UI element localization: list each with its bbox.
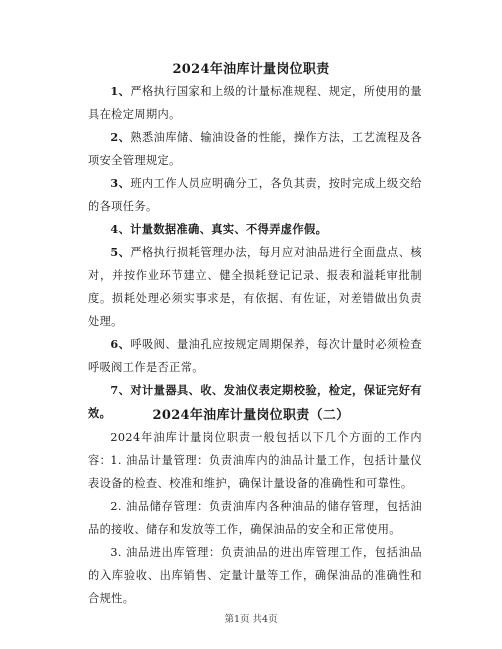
list-item: [88, 126, 422, 172]
list-item: [88, 333, 422, 379]
item-number: 3、: [110, 176, 131, 190]
list-item: [88, 241, 422, 333]
item-text: 计量数据准确、真实、不得弄虚作假。: [130, 222, 328, 236]
item-text: 呼吸阀、量油孔应按规定周期保养，每次计量时必须检查呼吸阀工作是否正常。: [88, 338, 422, 374]
item-number: 6、: [110, 337, 131, 351]
list-item: [88, 218, 422, 241]
list-item: [88, 172, 422, 218]
page-footer: 第1页 共4页: [224, 614, 278, 625]
item-text: 熟悉油库储、输油设备的性能，操作方法，工艺流程及各项安全管理规定。: [88, 131, 422, 167]
item-text: 严格执行国家和上级的计量标准规程、规定，所使用的量具在检定周期内。: [88, 85, 422, 121]
item-number: 4、: [110, 222, 131, 236]
intro-paragraph: 2024年油库计量岗位职责一般包括以下几个方面的工作内容：: [88, 431, 422, 467]
list-item: 3. 油品进出库管理：负责油品的进出库管理工作，包括油品的入库验收、出库销售、定量计量等工作，确保油品的准确性和合规性。: [88, 546, 422, 605]
item-number: 2、: [110, 130, 131, 144]
item-number: 5、: [110, 245, 131, 259]
item-text: 严格执行损耗管理办法，每月应对油品进行全面盘点、核对，并按作业环节建立、健全损耗登记记录、报表和溢耗审批制度。损耗处理必须实事求是，有依据、有佐证，对差错做出负责处理。: [88, 246, 422, 328]
item-number: 7、: [110, 383, 131, 397]
list-item: [88, 80, 422, 126]
section-title: 2024年油库计量岗位职责（二）: [152, 408, 350, 423]
item-text: 对计量器具、收、发油仪表定期校验，检定，保证完好有效。: [88, 383, 422, 420]
list-item: 1. 油品计量管理：负责油库内的油品计量工作，包括计量仪表设备的检查、校准和维护，确保计量设备的准确性和可靠性。: [88, 454, 422, 490]
document-title: 2024年油库计量岗位职责: [172, 62, 330, 77]
item-number: 1、: [110, 84, 131, 98]
item-text: 班内工作人员应明确分工，各负其责，按时完成上级交给的各项任务。: [88, 177, 422, 213]
list-item: 2. 油品储存管理：负责油库内各种油品的储存管理，包括油品的接收、储存和发放等工作，确保油品的安全和正常使用。: [88, 500, 422, 536]
